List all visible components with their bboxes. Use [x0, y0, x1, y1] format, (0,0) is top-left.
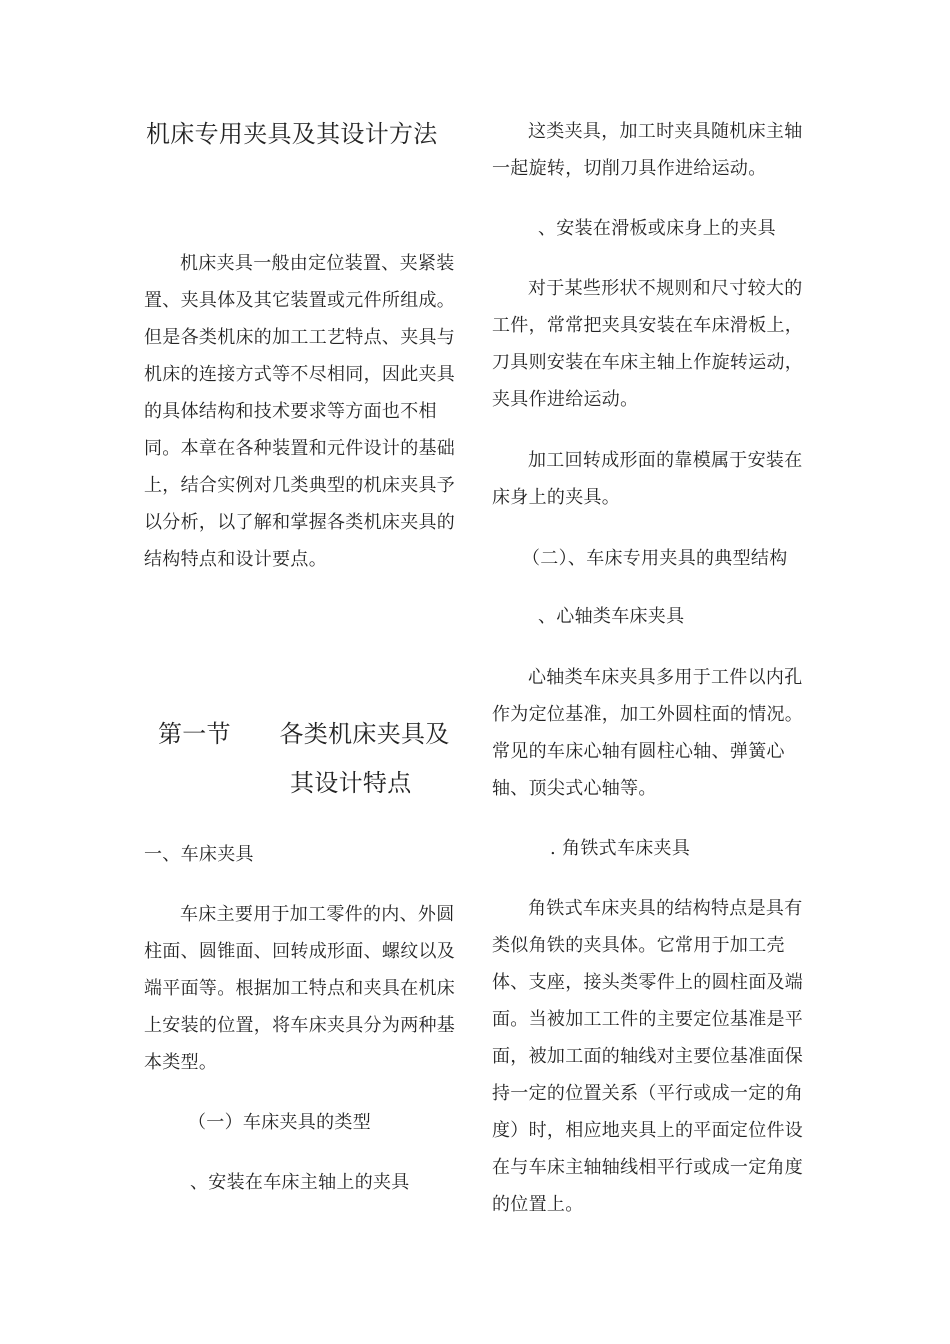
heading-fixture-types: （一）车床夹具的类型	[188, 1112, 371, 1133]
intro-paragraph: 机床夹具一般由定位装置、夹紧装置、夹具体及其它装置或元件所组成。但是各类机床的加工工艺特点、夹具与机床的连接方式等不尽相同，因此夹具的具体结构和技术要求等方面也不相同。本章在各种装置和元件设计的基础上，结合实例对几类典型的机床夹具予以分析，以了解和掌握各类机床夹具的结构特点和设计要点。	[144, 253, 456, 570]
angle-fixture-paragraph: 角铁式车床夹具的结构特点是具有类似角铁的夹具体。它常用于加工壳体、支座，接头类零件上的圆柱面及端面。当被加工工件的主要定位基准是平面，被加工面的轴线对主要位基准面保持一定的位置关系（平行或成一定的角度）时，相应地夹具上的平面定位件设在与车床主轴轴线相平行或成一定角度的位置上。	[492, 898, 804, 1215]
section-title-line1: 第一节 各类机床夹具及	[158, 720, 450, 748]
spindle-fixture-paragraph: 这类夹具，加工时夹具随机床主轴一起旋转，切削刀具作进给运动。	[492, 121, 803, 179]
heading-mandrel-fixture: 、心轴类车床夹具	[538, 606, 685, 627]
lathe-paragraph: 车床主要用于加工零件的内、外圆柱面、圆锥面、回转成形面、螺纹以及端平面等。根据加工特点和夹具在机床上安装的位置，将车床夹具分为两种基本类型。	[144, 904, 456, 1073]
heading-spindle-fixture: 、安装在车床主轴上的夹具	[190, 1172, 410, 1193]
mandrel-paragraph: 心轴类车床夹具多用于工件以内孔作为定位基准，加工外圆柱面的情况。常见的车床心轴有圆柱心轴、弹簧心轴、顶尖式心轴等。	[492, 667, 804, 799]
heading-lathe-fixture: 一、车床夹具	[144, 844, 254, 865]
slide-bed-paragraph: 对于某些形状不规则和尺寸较大的工件，常常把夹具安装在车床滑板上，刀具则安装在车床主轴上作旋转运动，夹具作进给运动。	[492, 278, 804, 410]
heading-slide-bed-fixture: 、安装在滑板或床身上的夹具	[538, 218, 776, 239]
document-title: 机床专用夹具及其设计方法	[146, 120, 438, 148]
heading-angle-fixture: . 角铁式车床夹具	[550, 838, 691, 859]
section-title-line2: 其设计特点	[290, 769, 412, 797]
profile-mold-paragraph: 加工回转成形面的靠模属于安装在床身上的夹具。	[492, 450, 803, 508]
heading-typical-structure: （二）、车床专用夹具的典型结构	[522, 548, 788, 569]
